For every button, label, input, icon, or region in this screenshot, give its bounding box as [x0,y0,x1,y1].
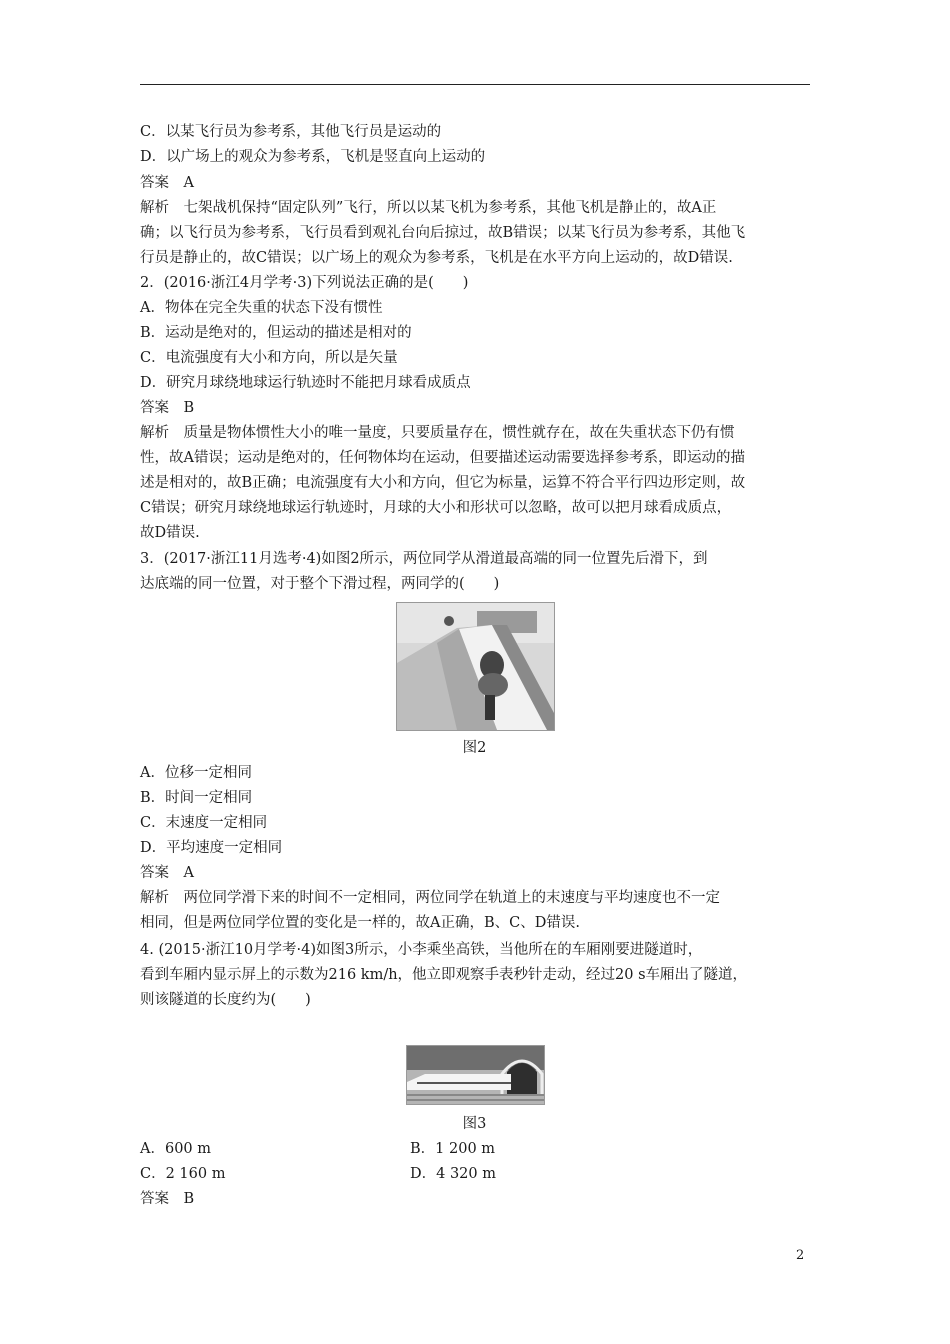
q2-analysis-line: 述是相对的，故B正确；电流强度有大小和方向，但它为标量，运算不符合平行四边形定则，故 [140,475,746,491]
q2-analysis-line: C错误；研究月球绕地球运行轨迹时，月球的大小和形状可以忽略，故可以把月球看成质点， [140,500,732,516]
figure-3-train-photo [406,1045,545,1105]
train-tunnel-illustration [407,1046,544,1104]
q4-option-a: A．600 m [140,1141,212,1157]
q2-option-b: B．运动是绝对的，但运动的描述是相对的 [140,325,412,341]
q3-option-b: B．时间一定相同 [140,790,253,806]
q4-option-c: C．2 160 m [140,1166,226,1182]
q1-analysis-line: 确；以飞行员为参考系，飞行员看到观礼台向后掠过，故B错误；以某飞行员为参考系，其他飞 [140,225,746,241]
q2-stem: 2．(2016·浙江4月学考·3)下列说法正确的是( ) [140,275,469,291]
q2-answer: 答案 B [140,400,195,416]
q1-option-c: C．以某飞行员为参考系，其他飞行员是运动的 [140,124,442,140]
q3-option-c: C．末速度一定相同 [140,815,268,831]
q1-answer: 答案 A [140,175,194,191]
q2-option-c: C．电流强度有大小和方向，所以是矢量 [140,350,398,366]
page-number: 2 [796,1248,805,1263]
q2-option-a: A．物体在完全失重的状态下没有惯性 [140,300,383,316]
q3-stem-line: 3．(2017·浙江11月选考·4)如图2所示，两位同学从滑道最高端的同一位置先后滑下，到 [140,551,708,567]
q4-option-b: B．1 200 m [410,1141,496,1157]
q4-answer: 答案 B [140,1191,195,1207]
figure-2-caption: 图2 [462,740,487,756]
q2-analysis-line: 解析 质量是物体惯性大小的唯一量度，只要质量存在，惯性就存在，故在失重状态下仍有惯 [140,425,735,441]
q3-answer: 答案 A [140,865,194,881]
q3-analysis-line: 解析 两位同学滑下来的时间不一定相同，两位同学在轨道上的末速度与平均速度也不一定 [140,890,720,906]
q4-stem-line: 则该隧道的长度约为( ) [140,992,311,1008]
q2-option-d: D．研究月球绕地球运行轨迹时不能把月球看成质点 [140,375,471,391]
q4-stem-line: 4. (2015·浙江10月学考·4)如图3所示，小李乘坐高铁，当他所在的车厢刚要进隧道时， [140,942,703,958]
figure-2-slide-photo [396,602,555,731]
q3-analysis-line: 相同，但是两位同学位置的变化是一样的，故A正确，B、C、D错误. [140,915,580,931]
header-rule [140,84,810,85]
q3-stem-line: 达底端的同一位置，对于整个下滑过程，两同学的( ) [140,576,500,592]
q2-analysis-line: 性，故A错误；运动是绝对的，任何物体均在运动，但要描述运动需要选择参考系，即运动的描 [140,450,745,466]
figure-3-caption: 图3 [462,1116,487,1132]
q2-analysis-line: 故D错误. [140,525,200,541]
q1-analysis-line: 行员是静止的，故C错误；以广场上的观众为参考系，飞机是在水平方向上运动的，故D错误. [140,250,733,266]
q4-option-d: D．4 320 m [410,1166,496,1182]
q1-analysis-line: 解析 七架战机保持“固定队列”飞行，所以以某飞机为参考系，其他飞机是静止的，故A正 [140,200,717,216]
q1-option-d: D．以广场上的观众为参考系，飞机是竖直向上运动的 [140,149,486,165]
slide-illustration [397,603,554,730]
q3-option-a: A．位移一定相同 [140,765,252,781]
q4-stem-line: 看到车厢内显示屏上的示数为216 km/h，他立即观察手表秒针走动，经过20 s车厢出了隧道， [140,967,748,983]
q3-option-d: D．平均速度一定相同 [140,840,283,856]
